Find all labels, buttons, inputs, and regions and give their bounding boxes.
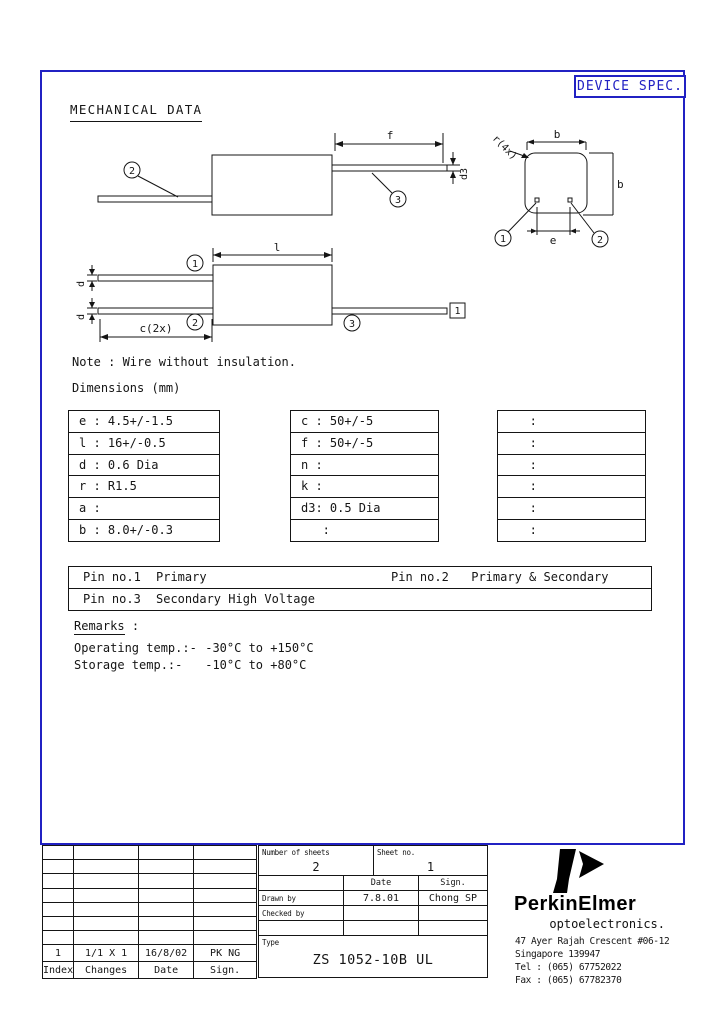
callout-top-2-number: 2 <box>128 166 136 177</box>
dim-b-top-label: b <box>553 128 561 141</box>
dim-table-1 <box>68 410 220 542</box>
drawn-by-cell <box>259 891 344 905</box>
table-row <box>291 455 438 477</box>
revision-entry-index: 1 <box>43 945 74 962</box>
revision-header-index: Index <box>43 962 74 979</box>
remarks-heading-colon: : <box>131 619 140 633</box>
table-row <box>69 567 651 589</box>
pin2-desc: Primary & Secondary <box>471 570 609 584</box>
dimension-b-right <box>583 153 624 215</box>
dim-row-text: a : <box>79 501 101 516</box>
dim-d-bottom-label: d <box>76 313 87 320</box>
table-row <box>498 520 645 541</box>
callout-top-2 <box>124 162 178 197</box>
checked-by-date <box>344 906 419 920</box>
dim-l-label: l <box>273 241 281 254</box>
pin3-label: Pin no.3 <box>83 592 141 606</box>
header-spacer-cell <box>259 876 344 890</box>
remarks-section <box>74 619 314 674</box>
callout-end-1-number: 1 <box>499 234 507 245</box>
callout-top-3 <box>372 173 406 207</box>
dim-b-right-label: b <box>617 178 624 191</box>
dimension-l <box>213 241 332 262</box>
table-row <box>291 433 438 455</box>
table-row <box>69 455 219 477</box>
dim-c2x-label: c(2x) <box>139 322 173 335</box>
pin-1-cross-section <box>535 198 539 202</box>
sheet-no-cell <box>374 846 487 875</box>
dim-row-text: c : 50+/-5 <box>301 414 374 428</box>
revision-entry-changes: 1/1 X 1 <box>74 945 139 962</box>
brand-division: optoelectronics. <box>549 917 665 931</box>
revision-header-changes: Changes <box>74 962 139 979</box>
table-row <box>498 476 645 498</box>
wire-end-tag <box>450 303 465 318</box>
type-cell <box>259 936 487 977</box>
dim-row-text: d3: 0.5 Dia <box>301 501 381 516</box>
dim-e-label: e <box>549 234 557 247</box>
callout-side-2-number: 2 <box>191 318 199 329</box>
dim-row-text: d : 0.6 Dia <box>79 457 159 472</box>
callout-end-1 <box>495 203 536 246</box>
dim-row-text: : <box>508 479 537 494</box>
blank-cell <box>344 921 419 935</box>
pin-assignment-table <box>68 566 652 611</box>
dim-row-text: : <box>508 414 537 428</box>
checked-by-cell <box>259 906 344 920</box>
table-row <box>69 498 219 520</box>
drawn-by-date: 7.8.01 <box>344 891 419 905</box>
lead-wire-pin3 <box>332 308 447 314</box>
device-spec-label: DEVICE SPEC. <box>577 79 683 94</box>
storage-temp-line <box>74 657 314 674</box>
dimension-f <box>335 129 443 163</box>
address-line: Fax : (065) 67782370 <box>515 975 622 986</box>
sheet-no-value: 1 <box>426 860 435 874</box>
address-line: 47 Ayer Rajah Crescent #06-12 <box>515 936 670 947</box>
revision-header-row <box>43 962 257 979</box>
number-of-sheets-value: 2 <box>312 860 320 874</box>
dim-row-text: : <box>508 522 537 537</box>
section-title: MECHANICAL DATA <box>70 102 202 122</box>
callout-side-1-number: 1 <box>191 259 199 270</box>
dim-d3-label: d3 <box>459 167 470 180</box>
wire-note: Note : Wire without insulation. <box>72 355 296 369</box>
callout-side-1 <box>187 255 203 271</box>
blank-cell <box>259 921 344 935</box>
type-value: ZS 1052-10B UL <box>312 952 434 968</box>
dim-table-3 <box>497 410 646 542</box>
lead-wire-pin1 <box>98 275 213 281</box>
revision-entry-date: 16/8/02 <box>139 945 194 962</box>
checked-by-sign <box>419 906 487 920</box>
table-row <box>291 411 438 433</box>
table-row <box>69 411 219 433</box>
checked-by-label: Checked by <box>262 909 305 918</box>
pin3-desc: Secondary High Voltage <box>156 592 315 606</box>
storage-temp-value: -10°C to +80°C <box>205 658 307 672</box>
dim-row-text: f : 50+/-5 <box>301 435 374 450</box>
perkinelmer-logo-icon <box>548 847 608 897</box>
callout-end-2 <box>571 203 608 247</box>
pin2-label: Pin no.2 <box>391 570 449 584</box>
sign-header: Sign. <box>440 878 466 888</box>
dim-row-text: l : 16+/-0.5 <box>79 435 166 450</box>
revision-header-sign: Sign. <box>194 962 257 979</box>
type-label: Type <box>262 938 279 947</box>
table-row <box>69 589 651 610</box>
dim-row-text: b : 8.0+/-0.3 <box>79 522 173 537</box>
table-row <box>291 520 438 541</box>
dim-row-text: k : <box>301 479 323 494</box>
dim-row-text: r : R1.5 <box>79 479 137 494</box>
component-body-outline-side <box>213 265 332 325</box>
dimension-d-bottom <box>76 298 97 324</box>
callout-side-3 <box>344 315 360 331</box>
operating-temp-value: -30°C to +150°C <box>205 641 314 655</box>
drawn-by-row <box>259 891 487 906</box>
drawn-by-label: Drawn by <box>262 894 296 903</box>
table-row <box>498 411 645 433</box>
dim-d-top-label: d <box>76 280 87 287</box>
wire-end-tag-number: 1 <box>454 306 461 317</box>
pin1-entry <box>83 567 391 588</box>
address-line: Tel : (065) 67752022 <box>515 962 622 973</box>
drawn-by-sign: Chong SP <box>428 892 478 904</box>
end-view-drawing <box>525 153 587 213</box>
dimension-d-top <box>76 265 97 291</box>
dim-row-text: : <box>508 435 537 450</box>
title-block <box>42 845 688 985</box>
pin1-desc: Primary <box>156 570 207 584</box>
remarks-heading-line <box>74 619 314 640</box>
blank-cell <box>419 921 487 935</box>
dimension-d3 <box>446 152 470 184</box>
side-view-drawing <box>98 265 447 325</box>
sheets-row <box>259 846 487 876</box>
table-row <box>69 520 219 541</box>
dim-row-text: e : 4.5+/-1.5 <box>79 414 173 428</box>
remarks-heading: Remarks <box>74 619 125 633</box>
operating-temp-label: Operating temp.:- <box>74 641 197 655</box>
table-row <box>498 433 645 455</box>
checked-by-row <box>259 906 487 921</box>
dim-row-text: n : <box>301 457 323 472</box>
table-row <box>69 476 219 498</box>
revision-table <box>42 845 257 979</box>
lead-wire-left <box>98 196 212 202</box>
sheet-no-label: Sheet no. <box>377 848 415 857</box>
mechanical-drawing <box>40 125 685 360</box>
blank-row <box>259 921 487 936</box>
revision-entry-sign: PK NG <box>194 945 257 962</box>
pin2-entry <box>391 567 609 588</box>
dimension-b-top <box>527 128 586 150</box>
pin3-entry <box>83 589 391 610</box>
callout-top-3-number: 3 <box>394 195 402 206</box>
lead-wire-pin2 <box>98 308 213 314</box>
brand-address <box>515 935 669 987</box>
number-of-sheets-label: Number of sheets <box>262 848 330 857</box>
pin-2-cross-section <box>568 198 572 202</box>
revision-entry-row <box>43 945 257 962</box>
component-body-outline <box>212 155 332 215</box>
dim-row-text: : <box>301 522 330 537</box>
table-row <box>291 476 438 498</box>
dimension-r4x <box>490 133 529 162</box>
operating-temp-line <box>74 640 314 657</box>
dim-f-label: f <box>386 129 394 142</box>
callout-side-2 <box>187 314 203 330</box>
dim-row-text: : <box>508 457 537 472</box>
callout-end-2-number: 2 <box>596 235 604 246</box>
table-row <box>69 433 219 455</box>
address-line: Singapore 139947 <box>515 949 601 960</box>
end-face-outline <box>525 153 587 213</box>
title-block-main <box>258 845 488 978</box>
lead-wire-right <box>332 165 447 171</box>
revision-header-date: Date <box>139 962 194 979</box>
pin1-label: Pin no.1 <box>83 570 141 584</box>
dim-r4x-label: r(4x) <box>489 133 519 163</box>
device-spec-badge <box>574 75 686 98</box>
brand-name: PerkinElmer <box>514 893 637 915</box>
table-row <box>291 498 438 520</box>
dimensions-heading: Dimensions (mm) <box>72 381 181 395</box>
date-sign-header-row <box>259 876 487 891</box>
number-of-sheets-cell <box>259 846 374 875</box>
storage-temp-label: Storage temp.:- <box>74 658 183 672</box>
table-row <box>498 455 645 477</box>
dim-row-text: : <box>508 501 537 516</box>
date-header: Date <box>344 876 419 890</box>
dim-table-2 <box>290 410 439 542</box>
callout-side-3-number: 3 <box>348 319 356 330</box>
table-row <box>498 498 645 520</box>
